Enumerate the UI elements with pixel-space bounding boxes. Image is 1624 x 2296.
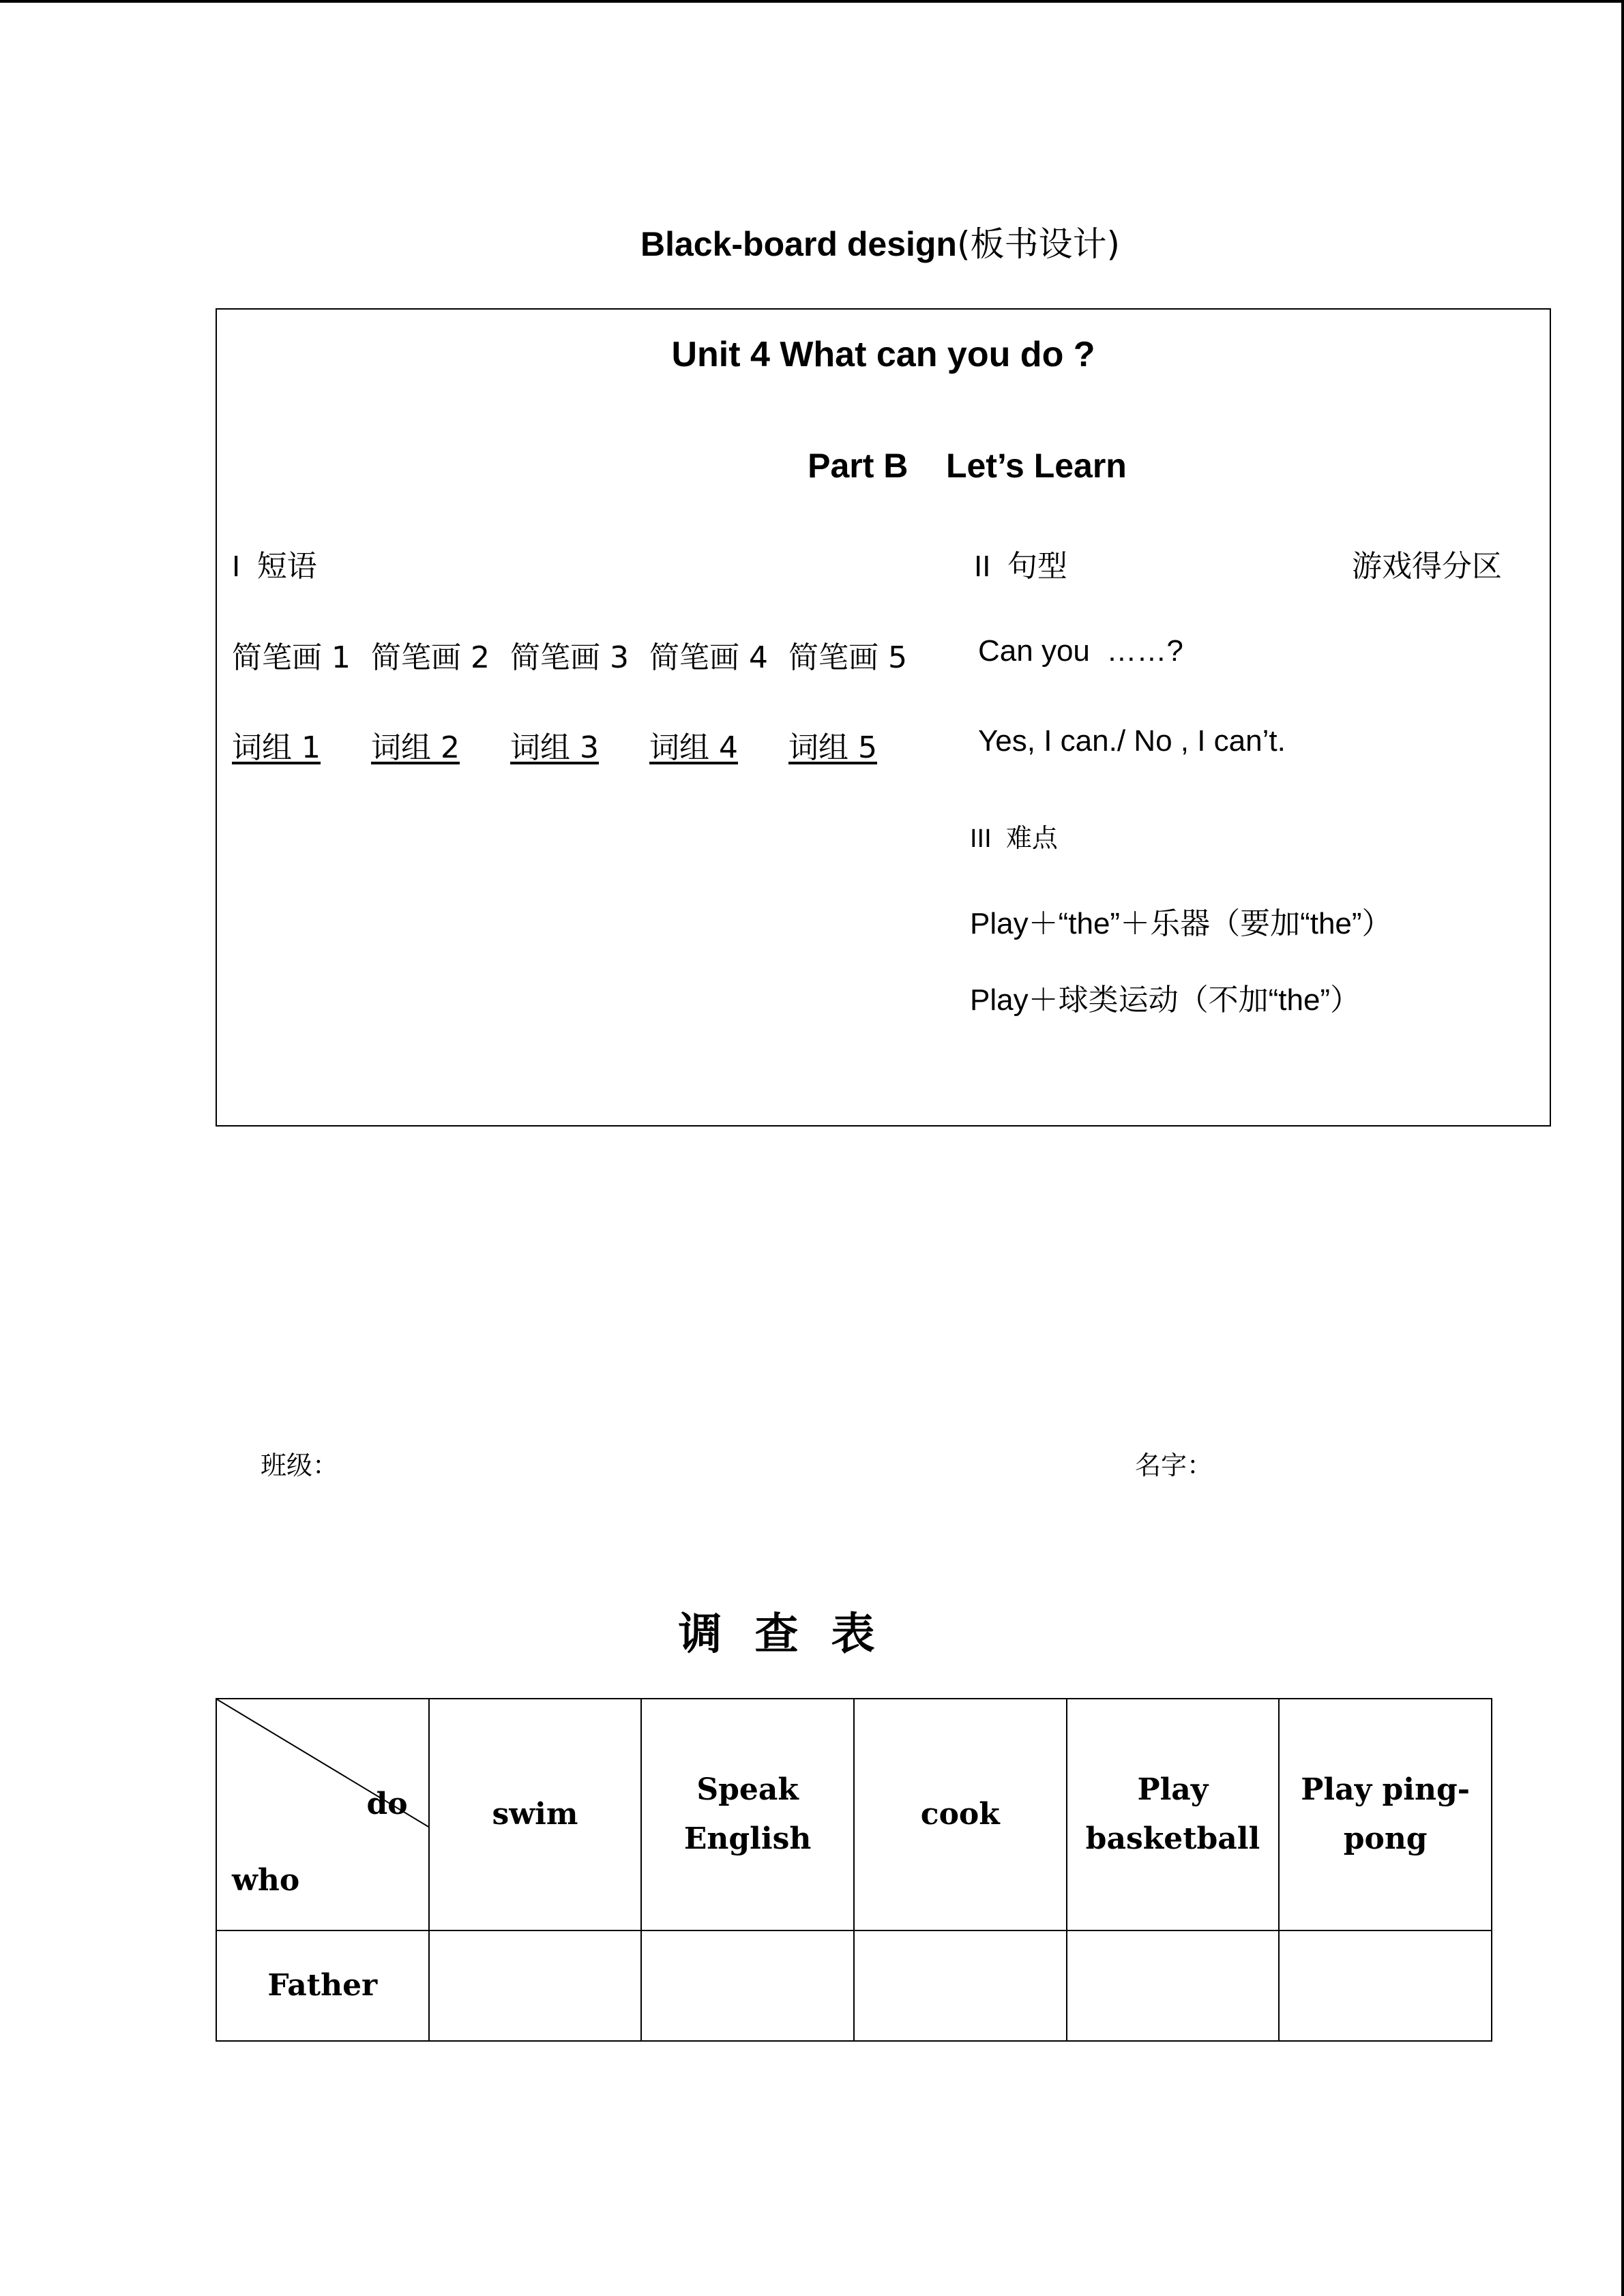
row-header: Father bbox=[216, 1930, 429, 2041]
survey-title: 调查表 bbox=[678, 1609, 908, 1660]
name-label: 名字： bbox=[1135, 1450, 1213, 1480]
table-cell[interactable] bbox=[429, 1930, 642, 2041]
pattern-answer: Yes, I can./ No , I can’t. bbox=[978, 724, 1286, 758]
part-title: Part B Let’s Learn bbox=[808, 447, 1127, 485]
section-phrases-heading: I 短语 bbox=[232, 549, 317, 584]
drawing-item: 简笔画 4 bbox=[649, 640, 768, 675]
table-cell[interactable] bbox=[1067, 1930, 1280, 2041]
right-border-line bbox=[1621, 0, 1624, 2296]
document-title: Black-board design(板书设计) bbox=[640, 224, 1120, 264]
phrase-item: 词组 1 bbox=[232, 730, 321, 765]
phrase-item: 词组 2 bbox=[371, 730, 460, 765]
corner-label-who: who bbox=[232, 1863, 300, 1898]
table-cell[interactable] bbox=[641, 1930, 854, 2041]
phrase-item: 词组 5 bbox=[788, 730, 877, 765]
corner-header-cell bbox=[216, 1699, 429, 1930]
column-header: Play basketball bbox=[1067, 1699, 1280, 1930]
rule-ball-sports: Play＋球类运动（不加“the”） bbox=[970, 983, 1361, 1017]
column-header: swim bbox=[429, 1699, 642, 1930]
table-cell[interactable] bbox=[1279, 1930, 1492, 2041]
top-border-line bbox=[0, 0, 1624, 3]
table-row bbox=[216, 1930, 1492, 2041]
column-header: Speak English bbox=[641, 1699, 854, 1930]
table-header-row bbox=[216, 1699, 1492, 1930]
drawing-item: 简笔画 3 bbox=[510, 640, 629, 675]
column-header: Play ping-pong bbox=[1279, 1699, 1492, 1930]
score-area-label: 游戏得分区 bbox=[1352, 549, 1502, 584]
section-difficulty-heading: III 难点 bbox=[970, 823, 1058, 853]
phrase-item: 词组 4 bbox=[649, 730, 738, 765]
column-header: cook bbox=[854, 1699, 1067, 1930]
survey-table bbox=[216, 1698, 1492, 2042]
unit-title: Unit 4 What can you do ? bbox=[671, 335, 1095, 374]
class-label: 班级： bbox=[261, 1450, 339, 1480]
table-cell[interactable] bbox=[854, 1930, 1067, 2041]
drawing-item: 简笔画 5 bbox=[788, 640, 907, 675]
blackboard-design-box bbox=[216, 308, 1551, 1127]
drawing-item: 简笔画 1 bbox=[232, 640, 351, 675]
section-patterns-heading: II 句型 bbox=[974, 549, 1067, 584]
corner-label-do: do bbox=[366, 1787, 408, 1821]
phrase-item: 词组 3 bbox=[510, 730, 599, 765]
pattern-question: Can you ……? bbox=[978, 634, 1183, 668]
drawing-item: 简笔画 2 bbox=[371, 640, 490, 675]
rule-instruments: Play＋“the”＋乐器（要加“the”） bbox=[970, 907, 1392, 940]
